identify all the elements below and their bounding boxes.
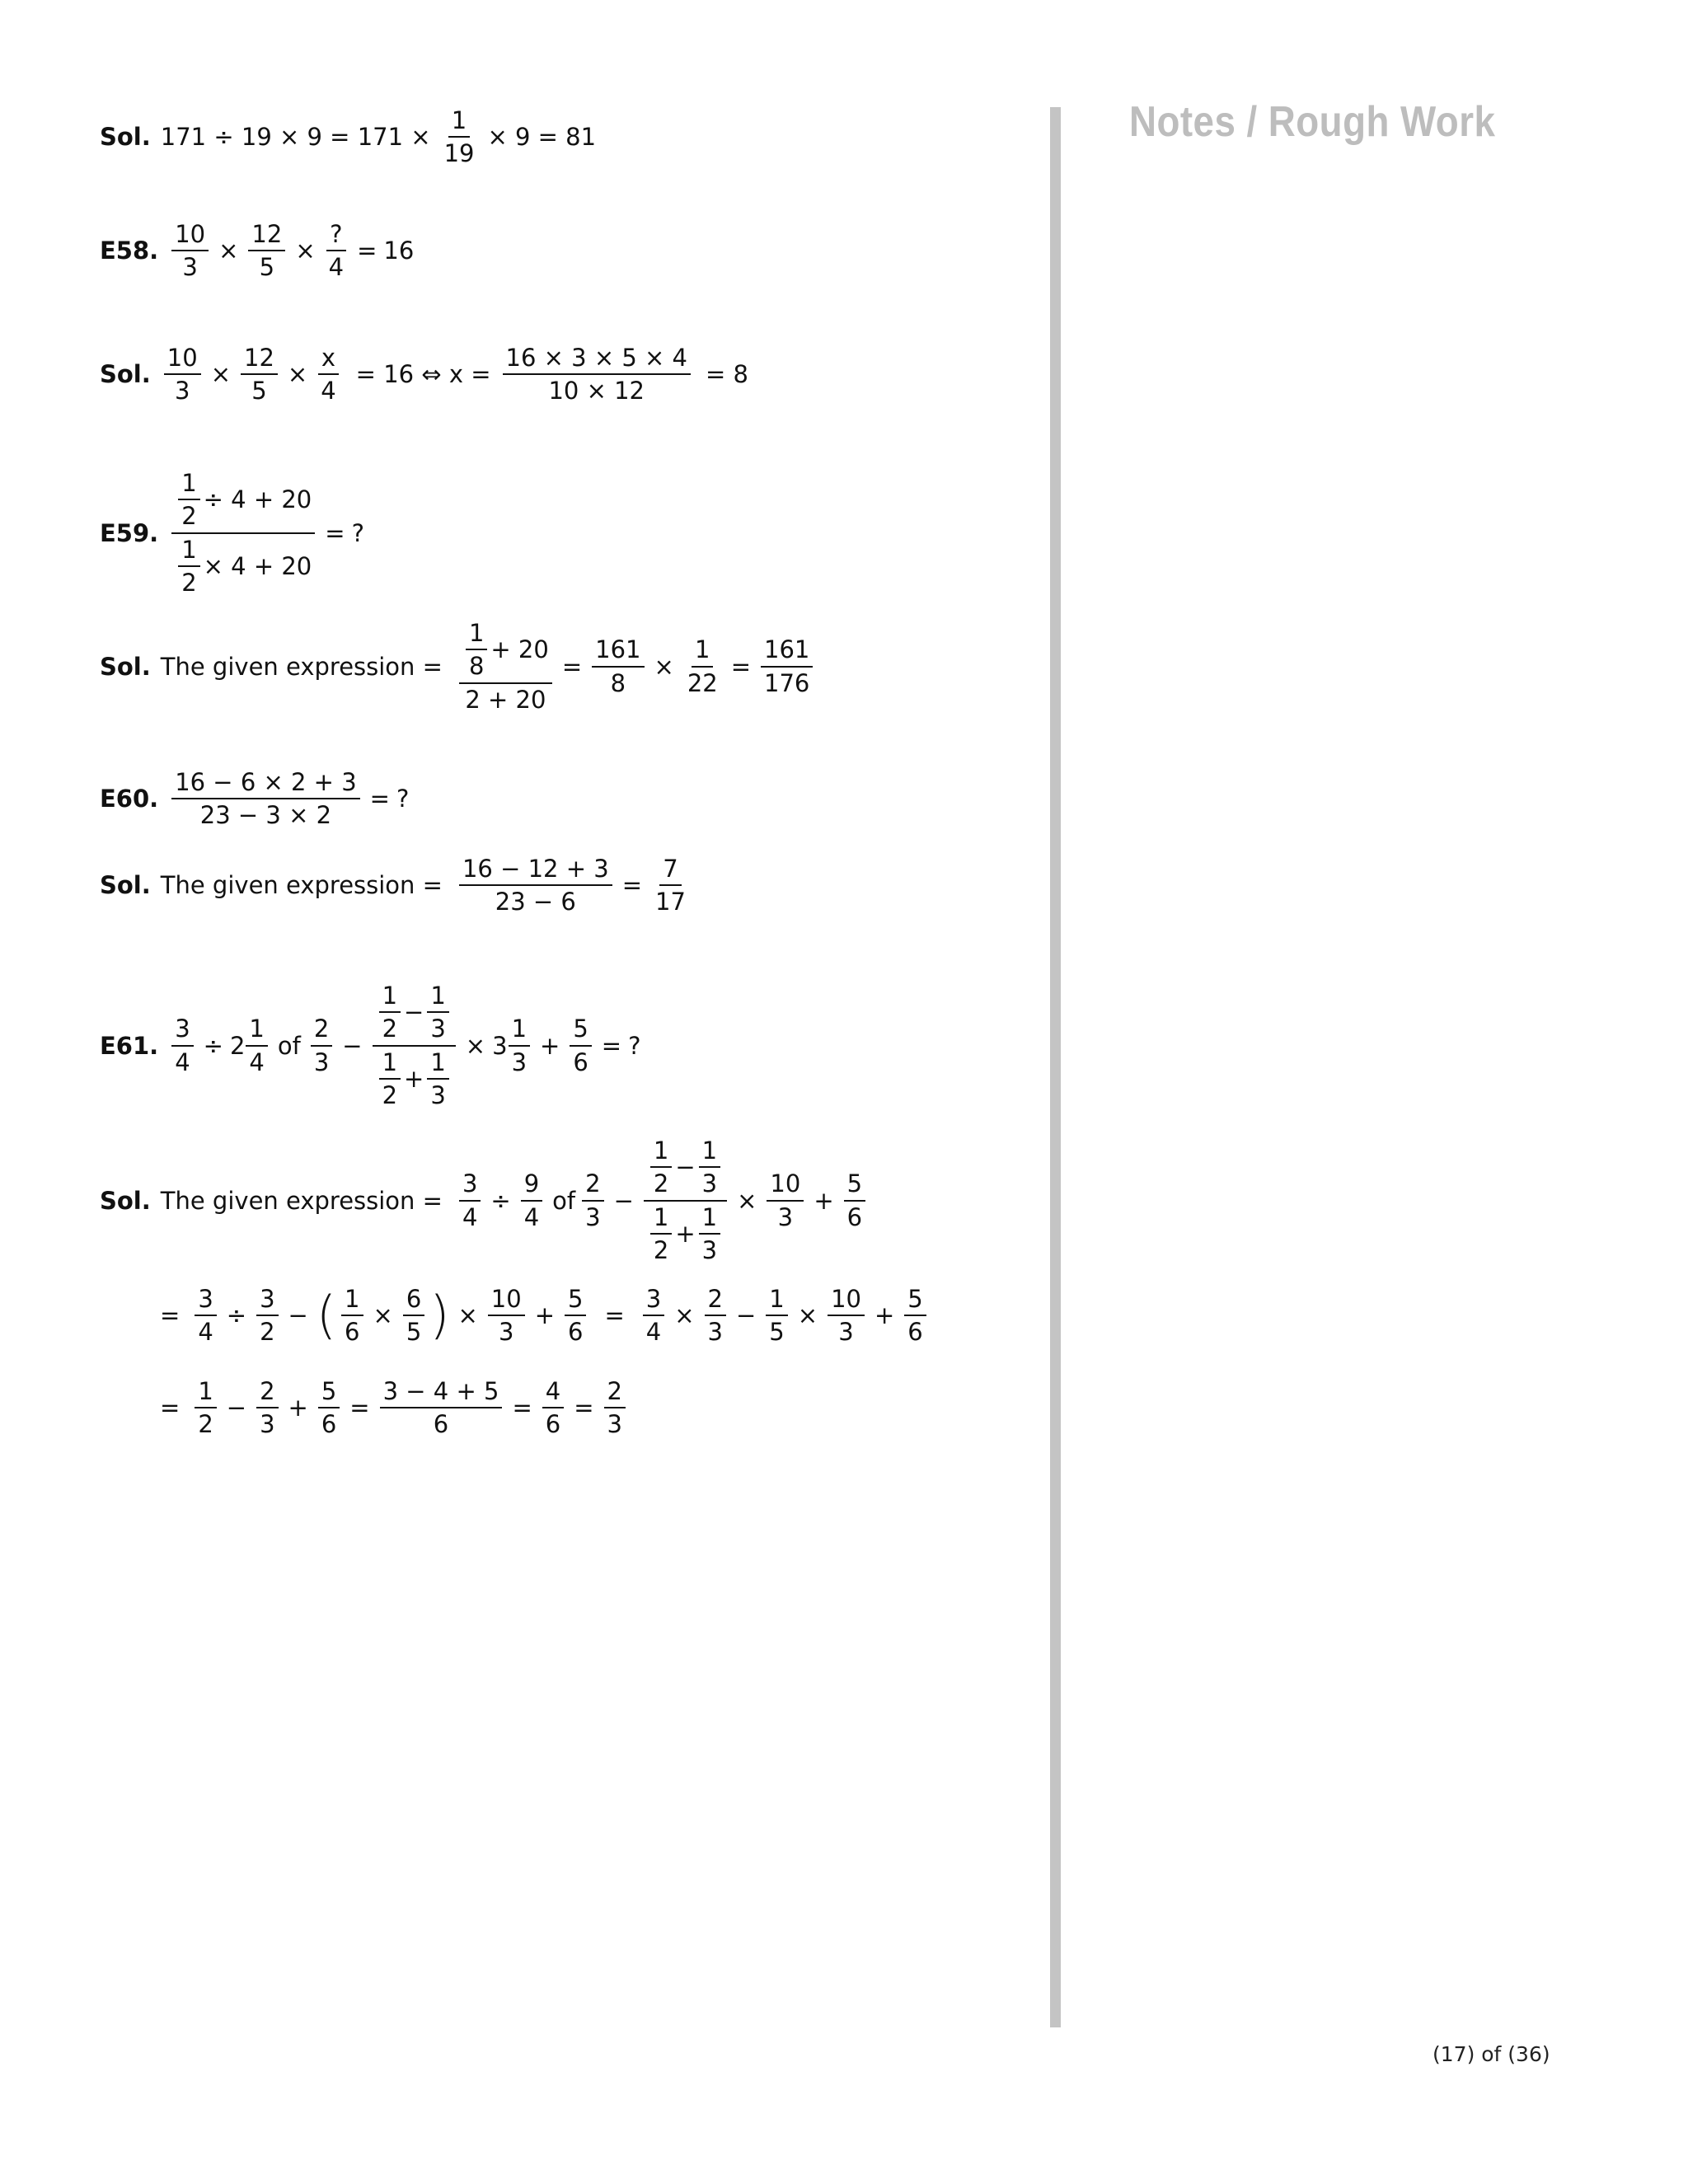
- fraction: $\frac{1}{2}$: [650, 1137, 672, 1197]
- page-number: (17) of (36): [1432, 2042, 1550, 2066]
- complex-fraction: $\frac{1}{8}$ + 20 2 + 20: [459, 620, 552, 713]
- fraction: $\frac{3}{4}$: [643, 1286, 664, 1346]
- right-parenthesis: ): [429, 1285, 450, 1346]
- complex-fraction: $\frac{1}{2}$ − $\frac{1}{3}$ $\frac{1}{2}$ + $\frac{1}{3}$: [644, 1137, 727, 1264]
- fraction: $\frac{5}{6}$: [904, 1286, 926, 1346]
- fraction: $\frac{10}{3}$: [171, 221, 209, 281]
- fraction: $\frac{1}{8}$: [466, 620, 487, 680]
- example-59: E59. $\frac{1}{2}$ ÷ 4 + 20 $\frac{1}{2}$ × 4 + 20 = ?: [100, 469, 364, 598]
- solution-61-step-2: = $\frac{3}{4}$ ÷ $\frac{3}{2}$ − ( $\frac{1}{6}$ × $\frac{6}{5}$ ) × $\frac{10}{3}$ + $\frac{5}{6}$ = $\frac{3}{4}$ × $\frac{2}{3}$ − $\frac{1}{5}$ × $\frac{10}{3}$ + $\frac{5}{6}$: [153, 1286, 930, 1346]
- example-60: E60. $\frac{16 - 6 \times 2 + 3}{23 - 3 \times 2}$ = ?: [100, 768, 410, 830]
- fraction: $\frac{1}{2}$: [379, 1049, 401, 1109]
- fraction: $\frac{3}{2}$: [256, 1286, 278, 1346]
- fraction: $\frac{16 - 12 + 3}{23 - 6}$: [459, 855, 612, 916]
- fraction: $\frac{10}{3}$: [164, 344, 201, 405]
- fraction: $\frac{5}{6}$: [844, 1170, 865, 1230]
- fraction: $\frac{16 \times 3 \times 5 \times 4}{10 \times 12}$: [503, 344, 691, 405]
- fraction: $\frac{5}{6}$: [318, 1378, 340, 1438]
- example-label: E60.: [100, 785, 159, 813]
- fraction: $\frac{16 - 6 \times 2 + 3}{23 - 3 \times 2}$: [171, 769, 359, 829]
- left-parenthesis: (: [316, 1285, 337, 1346]
- fraction: $\frac{2}{3}$: [311, 1015, 332, 1076]
- fraction: $\frac{161}{176}$: [761, 636, 813, 696]
- solution-59: Sol. The given expression = $\frac{1}{8}$ + 20 2 + 20 = $\frac{161}{8}$ × $\frac{1}{22}$ = $\frac{161}{176}$: [100, 620, 816, 713]
- fraction: $\frac{3}{4}$: [171, 1015, 193, 1076]
- fraction: $\frac{1}{4}$: [246, 1015, 267, 1076]
- fraction: $\frac{3}{4}$: [459, 1170, 481, 1230]
- sol-label: Sol.: [100, 1186, 151, 1215]
- fraction: $\frac{1}{22}$: [687, 635, 718, 697]
- fraction: $\frac{7}{17}$: [655, 855, 686, 916]
- fraction: $\frac{1}{2}$: [178, 470, 199, 530]
- fraction: $\frac{1}{2}$: [650, 1204, 672, 1264]
- expression: × 9 = 81: [487, 123, 597, 152]
- fraction: $\frac{3 - 4 + 5}{6}$: [380, 1378, 503, 1438]
- fraction: $\frac{1}{2}$: [178, 537, 199, 597]
- fraction: $\frac{10}{3}$: [828, 1286, 865, 1346]
- fraction: $\frac{4}{6}$: [542, 1378, 564, 1438]
- fraction: $\frac{1}{2}$: [195, 1378, 216, 1438]
- fraction: $\frac{10}{3}$: [488, 1286, 525, 1346]
- fraction: $\frac{9}{4}$: [521, 1170, 542, 1230]
- complex-fraction: $\frac{1}{2}$ ÷ 4 + 20 $\frac{1}{2}$ × 4 + 20: [171, 470, 315, 597]
- fraction: $\frac{1}{3}$: [427, 982, 448, 1043]
- fraction: $\frac{1}{3}$: [427, 1049, 448, 1109]
- fraction: $\frac{1}{5}$: [766, 1286, 787, 1346]
- fraction: $\frac{12}{5}$: [241, 344, 278, 405]
- column-divider: [1050, 107, 1061, 2027]
- fraction: $\frac{2}{3}$: [582, 1170, 603, 1230]
- fraction: $\frac{161}{8}$: [592, 636, 644, 696]
- notes-rough-work-title: Notes / Rough Work: [1129, 98, 1496, 146]
- example-label: E59.: [100, 518, 159, 547]
- example-label: E58.: [100, 237, 159, 265]
- fraction: $\frac{1}{3}$: [699, 1137, 720, 1197]
- fraction: $\frac{12}{5}$: [248, 221, 285, 281]
- example-58: E58. $\frac{10}{3}$ × $\frac{12}{5}$ × $\frac{?}{4}$ = 16: [100, 220, 415, 282]
- example-label: E61.: [100, 1031, 159, 1060]
- sol-label: Sol.: [100, 652, 151, 681]
- fraction: $\frac{1}{2}$: [379, 982, 401, 1043]
- solution-61-step-3: = $\frac{1}{2}$ − $\frac{2}{3}$ + $\frac{5}{6}$ = $\frac{3 - 4 + 5}{6}$ = $\frac{4}{6}$ = $\frac{2}{3}$: [153, 1378, 629, 1438]
- fraction: $\frac{1}{6}$: [341, 1286, 363, 1346]
- solution-58: Sol. $\frac{10}{3}$ × $\frac{12}{5}$ × $\frac{x}{4}$ = 16 ⇔ x = $\frac{16 \times 3 \times 5 \times 4}{10 \times 12}$ = 8: [100, 344, 748, 405]
- fraction: $\frac{5}{6}$: [565, 1286, 586, 1346]
- sol-label: Sol.: [100, 871, 151, 900]
- fraction: $\frac{3}{4}$: [195, 1286, 216, 1346]
- fraction: $\frac{2}{3}$: [604, 1378, 626, 1438]
- solution-61: Sol. The given expression = $\frac{3}{4}$ ÷ $\frac{9}{4}$ of $\frac{2}{3}$ − $\frac{1}{2}$ − $\frac{1}{3}$ $\frac{1}{2}$ + $\frac{1}{3}$ × $\frac{10}{3}$ + $\frac{5}{6}$: [100, 1137, 869, 1264]
- fraction: $\frac{1}{3}$: [699, 1204, 720, 1264]
- fraction: $\frac{5}{6}$: [570, 1015, 591, 1076]
- solution-60: Sol. The given expression = $\frac{16 - 12 + 3}{23 - 6}$ = $\frac{7}{17}$: [100, 855, 692, 916]
- complex-fraction: $\frac{1}{2}$ − $\frac{1}{3}$ $\frac{1}{2}$ + $\frac{1}{3}$: [373, 982, 456, 1109]
- fraction: $\frac{2}{3}$: [256, 1378, 278, 1438]
- fraction: $\frac{1}{3}$: [509, 1015, 530, 1076]
- fraction: $\frac{2}{3}$: [705, 1286, 726, 1346]
- fraction: $\frac{x}{4}$: [317, 344, 339, 405]
- fraction: $\frac{1}{19}$: [443, 106, 475, 168]
- solution-57: [100, 107, 596, 167]
- expression: 171 ÷ 19 × 9 = 171 ×: [160, 123, 431, 152]
- sol-label: Sol.: [100, 360, 151, 389]
- example-61: E61. $\frac{3}{4}$ ÷ 2 $\frac{1}{4}$ of $\frac{2}{3}$ − $\frac{1}{2}$ − $\frac{1}{3}$ $\frac{1}{2}$ + $\frac{1}{3}$ × 3 $\frac{1}{3}$ + $\frac{5}{6}$ = ?: [100, 982, 641, 1110]
- fraction: $\frac{?}{4}$: [326, 221, 347, 281]
- fraction: $\frac{10}{3}$: [767, 1170, 804, 1230]
- sol-label: Sol.: [100, 123, 151, 152]
- fraction: $\frac{6}{5}$: [403, 1286, 424, 1346]
